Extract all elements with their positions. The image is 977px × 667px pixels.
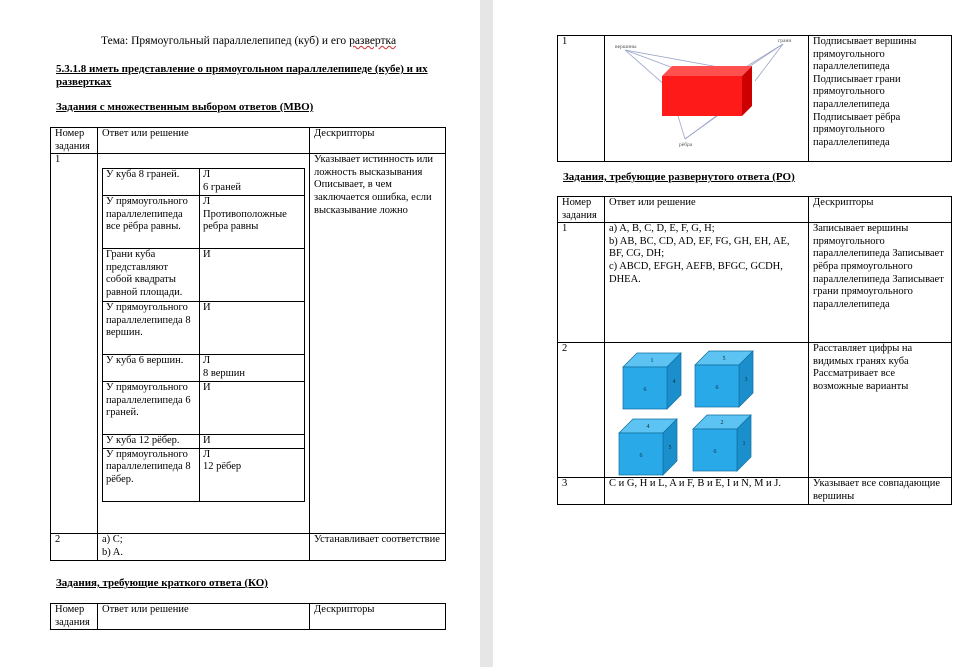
header-answer: Ответ или решение xyxy=(605,197,809,223)
statement-row xyxy=(103,448,305,501)
statement-text: У прямоугольного параллелепипеда 8 рёбер. xyxy=(103,448,200,501)
cube-side-number: 4 xyxy=(672,379,676,386)
task-number: 1 xyxy=(51,154,98,534)
statement-row xyxy=(103,382,305,435)
header-number: Номер задания xyxy=(51,604,98,630)
cube-top-number: 2 xyxy=(720,420,724,427)
ro-heading: Задания, требующие развернутого ответа (РО) xyxy=(563,171,795,183)
cubes-cell xyxy=(605,343,809,478)
statement-answer: Л Противоположные ребра равны xyxy=(200,196,305,249)
mvo-table xyxy=(50,127,446,561)
cube-top-number: 4 xyxy=(646,424,650,431)
header-number: Номер задания xyxy=(51,128,98,154)
label-faces: грани xyxy=(778,38,792,44)
cube-front-number: 6 xyxy=(715,385,719,392)
title-misspelled-word: развертка xyxy=(349,35,397,47)
cube-side-number: 1 xyxy=(742,441,746,448)
answer-cell xyxy=(98,154,310,534)
statement-text: У куба 8 граней. xyxy=(103,169,200,196)
label-vertices: вершины xyxy=(615,44,637,50)
box-figure xyxy=(605,36,808,156)
statement-row xyxy=(103,249,305,302)
statement-text: Грани куба представляют собой квадраты равной площади. xyxy=(103,249,200,302)
task-number: 1 xyxy=(558,36,605,162)
mvo-heading: Задания с множественным выбором ответов (МВО) xyxy=(56,101,314,113)
descriptor: Расставляет цифры на видимых гранях куба Рассматривает все возможные варианты xyxy=(809,343,952,478)
box-top-face xyxy=(662,66,752,76)
ko-heading: Задания, требующие краткого ответа (КО) xyxy=(56,577,268,589)
statement-answer: Л 12 рёбер xyxy=(200,448,305,501)
statement-answer: И xyxy=(200,435,305,449)
statements-table xyxy=(102,168,305,502)
header-descriptors: Дескрипторы xyxy=(310,604,446,630)
statement-answer: И xyxy=(200,249,305,302)
cube-top-number: 1 xyxy=(650,358,654,365)
statement-text: У куба 12 рёбер. xyxy=(103,435,200,449)
cube-side-number: 3 xyxy=(744,377,748,384)
statement-answer: Л 8 вершин xyxy=(200,355,305,382)
answer: a) C; b) A. xyxy=(98,534,310,561)
objective-heading: 5.3.1.8 иметь представление о прямоугольном параллелепипеде (кубе) и их развертках xyxy=(56,63,428,88)
document-page-left xyxy=(0,0,480,667)
statement-text: У куба 6 вершин. xyxy=(103,355,200,382)
statement-answer: И xyxy=(200,302,305,355)
cube-figure xyxy=(693,349,755,409)
descriptor: Указывает истинность или ложность высказывания Описывает, в чем заключается ошибка, если высказывание ложно xyxy=(310,154,446,534)
statement-answer: Л 6 граней xyxy=(200,169,305,196)
statement-row xyxy=(103,302,305,355)
header-descriptors: Дескрипторы xyxy=(809,197,952,223)
document-title xyxy=(101,35,396,48)
answer: C и G, H и L, A и F, B и E, I и N, M и J. xyxy=(605,478,809,505)
answer: a) A, B, C, D, E, F, G, H; b) AB, BC, CD, AD, EF, FG, GH, EH, AE, BF, CG, DH; c) ABCD, EFGH, AEFB, BFGC, GCDH, DHEA. xyxy=(605,223,809,343)
label-edges: рёбра xyxy=(679,142,693,148)
statement-row xyxy=(103,196,305,249)
cube-figure xyxy=(691,413,753,473)
task-number: 2 xyxy=(558,343,605,478)
descriptor: Указывает все совпадающие вершины xyxy=(809,478,952,505)
box-figure-cell xyxy=(605,36,809,162)
title-text: Тема: Прямоугольный параллелепипед (куб) и его xyxy=(101,35,350,47)
task-number: 2 xyxy=(51,534,98,561)
box-front-face xyxy=(662,76,742,116)
cube-side-number: 5 xyxy=(668,445,672,452)
statement-text: У прямоугольного параллелепипеда все рёбра равны. xyxy=(103,196,200,249)
cube-top-number: 5 xyxy=(722,356,726,363)
cubes-figure xyxy=(605,343,800,477)
cube-front-number: 6 xyxy=(643,387,647,394)
header-answer: Ответ или решение xyxy=(98,604,310,630)
header-answer: Ответ или решение xyxy=(98,128,310,154)
ko-table-row xyxy=(557,35,952,162)
descriptor: Подписывает вершины прямоугольного параллелепипеда Подписывает грани прямоугольного параллелепипеда Подписывает рёбра прямоугольного параллелепипеда xyxy=(809,36,952,162)
header-number: Номер задания xyxy=(558,197,605,223)
statement-text: У прямоугольного параллелепипеда 8 вершин. xyxy=(103,302,200,355)
statement-answer: И xyxy=(200,382,305,435)
page-gutter xyxy=(480,0,493,667)
descriptor: Записывает вершины прямоугольного параллелепипеда Записывает рёбра прямоугольного параллелепипеда Записывает грани прямоугольного параллелепипеда xyxy=(809,223,952,343)
document-page-right xyxy=(493,0,977,667)
header-descriptors: Дескрипторы xyxy=(310,128,446,154)
cube-front-number: 6 xyxy=(713,449,717,456)
ko-table-header xyxy=(50,603,446,630)
cube-figure xyxy=(621,351,683,411)
statement-row xyxy=(103,355,305,382)
descriptor: Устанавливает соответствие xyxy=(310,534,446,561)
task-number: 1 xyxy=(558,223,605,343)
statement-text: У прямоугольного параллелепипеда 6 граней. xyxy=(103,382,200,435)
ro-table xyxy=(557,196,952,505)
statement-row xyxy=(103,169,305,196)
statement-row xyxy=(103,435,305,449)
cube-front-number: 6 xyxy=(639,453,643,460)
cube-figure xyxy=(617,417,679,477)
task-number: 3 xyxy=(558,478,605,505)
